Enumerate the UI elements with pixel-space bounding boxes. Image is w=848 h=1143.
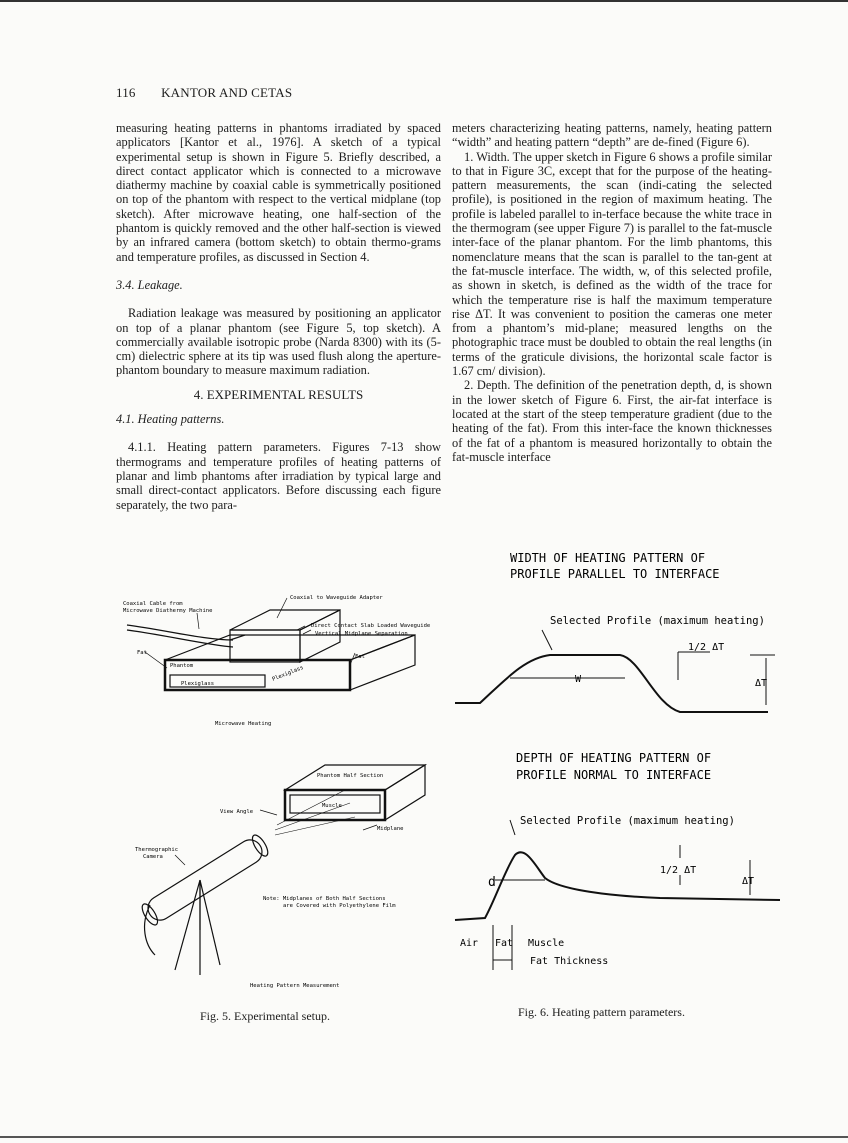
subcaption-microwave-heating: Microwave Heating [215,721,272,727]
label-half-section: Phantom Half Section [317,773,384,779]
figure-5 [115,585,445,995]
fig6-top-title-2: PROFILE PARALLEL TO INTERFACE [510,567,720,581]
fig6-bot-fat: Fat [495,938,514,949]
fig6-top-w: W [575,674,582,685]
fig6-bot-d: d [488,875,496,890]
figure-5-caption: Fig. 5. Experimental setup. [200,1009,330,1023]
label-phantom: Phantom [170,663,194,669]
running-header [116,85,314,101]
fig6-bot-title-1: DEPTH OF HEATING PATTERN OF [516,751,712,765]
label-slab: Direct Contact Slab Loaded Waveguide [311,623,431,629]
figure-6-caption: Fig. 6. Heating pattern parameters. [518,1005,685,1019]
top-rule [0,0,848,2]
fig6-bot-selected: Selected Profile (maximum heating) [520,815,735,827]
fig6-top-title-1: WIDTH OF HEATING PATTERN OF [510,551,706,565]
fig6-top-half: 1/2 ΔT [688,642,725,653]
label-midplane: Midplane [377,826,404,832]
section-4-heading: 4. EXPERIMENTAL RESULTS [193,386,364,402]
label-midplane-sep: Vertical Midplane Separation [315,631,408,637]
label-fat-left: Fat [137,650,147,656]
fig6-bot-dt: ΔT [742,876,755,887]
subcaption-measurement: Heating Pattern Measurement [250,983,340,989]
fig6-bot-muscle: Muscle [528,938,565,949]
left-paragraph-2: Radiation leakage was measured by positioning an applicator on top of a planar phantom (see Figure 5, top sketch). A commercially available isotropic probe (Narda 8300) with its (5-cm) dielectric sphere at its tip was used flush along the aperture-phantom boundary to measure maximum radiation. [116,306,441,378]
left-paragraph-1: measuring heating patterns in phantoms irradiated by spaced applicators [Kantor et al., 1976]. A sketch of a typical experimental setup is shown in Figure 5. Briefly described, a direct contact applicator which is connected to a microwave diathermy machine by coaxial cable is symmetrically positioned on top of the phantom with respect to the vertical midplane (top sketch). After microwave heating, one half-section of the phantom is quickly removed and the other half-section is viewed by an infrared camera (bottom sketch) to obtain thermo-grams and temperature profiles, as discussed in Section 4. [116,121,441,264]
page-number: 116 [116,85,136,100]
right-paragraph-3: 2. Depth. The definition of the penetration depth, d, is shown in the lower sketch of Figure 6. First, the air-fat interface is located at the start of the steep temperature gradient (due to the heating of the fat). From this inter-face the known thicknesses of the fat of a phantom is measured horizontally to obtain the fat-muscle interface [452,378,772,464]
figure-6 [450,540,795,980]
label-plexiglass-side: Plexiglass [271,664,305,683]
section-3-4-heading: 3.4. Leakage. [116,277,183,292]
label-camera: Thermographic [135,847,179,853]
left-column [116,121,441,512]
fig6-top-selected: Selected Profile (maximum heating) [550,615,765,627]
label-note-2: are Covered with Polyethylene Film [283,903,396,909]
right-column [452,121,772,464]
fig6-bot-air: Air [460,938,479,949]
fig6-bot-half: 1/2 ΔT [660,865,697,876]
label-fat-right: Fat [355,654,365,660]
running-title: KANTOR AND CETAS [161,85,293,100]
label-note-1: Note: Midplanes of Both Half Sections [263,896,386,902]
label-coaxial-cable-2: Microwave Diathermy Machine [123,608,213,614]
label-muscle: Muscle [322,803,342,809]
left-paragraph-3: 4.1.1. Heating pattern parameters. Figures 7-13 show thermograms and temperature profiles of heating patterns of planar and limb phantoms after irradiation by typical large and small direct-contact applicators. Before discussing each figure separately, the two para- [116,440,441,512]
fig6-bot-fat-thickness: Fat Thickness [530,956,609,967]
fig6-bot-title-2: PROFILE NORMAL TO INTERFACE [516,768,712,782]
label-plexiglass: Plexiglass [181,681,215,687]
fig6-top-dt: ΔT [755,678,768,689]
right-paragraph-1: meters characterizing heating patterns, namely, heating pattern “width” and heating pattern “depth” are de-fined (Figure 6). [452,121,772,150]
label-adapter: Coaxial to Waveguide Adapter [290,595,383,601]
label-coaxial-cable: Coaxial Cable from [123,601,183,607]
bottom-rule [0,1136,848,1138]
label-camera-2: Camera [143,854,163,860]
section-4-1-heading: 4.1. Heating patterns. [116,412,225,427]
label-view-angle: View Angle [220,809,254,815]
right-paragraph-2: 1. Width. The upper sketch in Figure 6 shows a profile similar to that in Figure 3C, except that for the purpose of the heating-pattern measurements, the scan (indi-cating the selected profile), is positioned in the region of maximum heating. The profile is labeled parallel to in-terface because the white trace in the thermogram (see upper Figure 7) is parallel to the fat-muscle inter-face of the planar phantom. For the limb phantoms, this nomenclature means that the scan is parallel to the tan-gent at the fat-muscle interface. The width, w, of this selected profile, as shown in sketch, is defined as the width of the trace for which the temperature rise is half the maximum temperature rise ΔT. It was convenient to position the cameras one meter from a phantom’s mid-plane; measured lengths on the photographic trace must be doubled to obtain the real lengths (in terms of the graticule divisions, the horizontal scale factor is 1.67 cm/ division). [452,149,773,379]
